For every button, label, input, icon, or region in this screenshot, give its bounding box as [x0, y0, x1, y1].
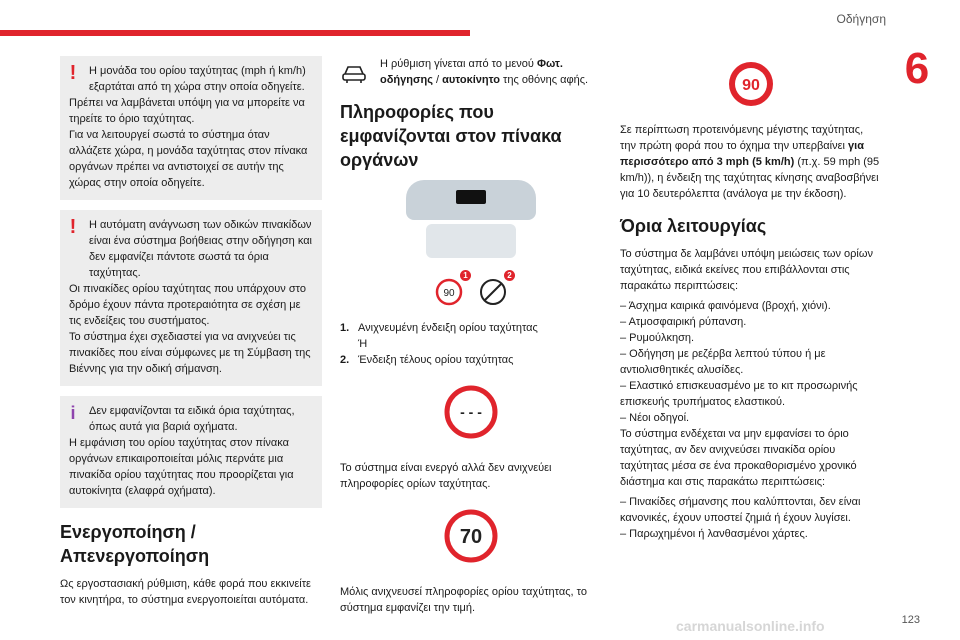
- limits-intro: Το σύστημα δε λαμβάνει υπόψη μειώσεις των ορίων ταχύτητας, ειδικά εκείνες που επιβάλλονται στις παρακάτω περιπτώσεις:: [620, 248, 873, 292]
- callout-badge-2: 2: [504, 270, 515, 281]
- info-text: Δεν εμφανίζονται τα ειδικά όρια ταχύτητας, όπως αυτά για βαριά οχήματα.: [89, 405, 295, 433]
- list-item: – Πινακίδες σήμανσης που καλύπτονται, δεν είναι κανονικές, έχουν υποστεί ζημιά ή έχουν λυγίσει.: [620, 496, 861, 524]
- column-2: [340, 56, 602, 620]
- sign-legend: [340, 320, 602, 368]
- legend-item: [340, 352, 602, 368]
- sign-70-value: 70: [459, 526, 483, 548]
- no-info-sign: [340, 384, 602, 440]
- legend-item: [340, 320, 602, 336]
- list-item: – Ελαστικό επισκευασμένο με το κιτ προσωρινής επισκευής τρυπήματος ελαστικού.: [620, 380, 858, 408]
- warning-text: Για να λειτουργεί σωστά το σύστημα όταν αλλάζετε χώρα, η μονάδα ταχύτητας στον πίνακα οργάνων πρέπει να αντιστοιχεί σε αυτήν της χώρας στην οποία οδηγείτε.: [69, 129, 308, 189]
- callout-badge-1: 1: [460, 270, 471, 281]
- overspeed-paragraph: [620, 122, 882, 202]
- warning-text: Η μονάδα του ορίου ταχύτητας (mph ή km/h) εξαρτάται από τη χώρα στην οποία οδηγείτε.: [89, 65, 306, 93]
- warning-text: Πρέπει να λαμβάνεται υπόψη για να μπορείτε να τηρείτε το όριο ταχύτητας.: [69, 97, 305, 125]
- list-item: – Ατμοσφαιρική ρύπανση.: [620, 316, 747, 328]
- column-3: [620, 56, 882, 542]
- list-item: – Ρυμούλκηση.: [620, 332, 695, 344]
- limit-90-sign: [620, 60, 882, 108]
- legend-or: Ή: [358, 338, 368, 350]
- speed-limit-sign-small: [435, 271, 468, 306]
- limits-list: [620, 298, 882, 426]
- legend-item: [340, 336, 602, 352]
- watermark: carmanualsonline.info: [676, 618, 825, 634]
- dashboard-illustration: [406, 180, 536, 260]
- list-item: – Οδήγηση με ρεζέρβα λεπτού τύπου ή με αντιολισθητικές αλυσίδες.: [620, 348, 826, 376]
- warning-icon: !: [69, 62, 77, 84]
- settings-submenu-name: αυτοκίνητο: [442, 74, 500, 86]
- warning-icon: !: [69, 216, 77, 238]
- dashboard-lower: [426, 224, 516, 258]
- overspeed-text: (π.χ. 59 mph (95 km/h)), η ένδειξη της ταχύτητας κίνησης αναβοσβήνει για 10 δευτερόλεπτα (ανάλογα με την έκδοση).: [620, 156, 880, 200]
- settings-text: Η ρύθμιση γίνεται από το μενού: [380, 58, 537, 70]
- settings-note: [340, 56, 602, 88]
- car-icon: [340, 58, 368, 86]
- settings-text: της οθόνης αφής.: [499, 74, 589, 86]
- legend-number: 1.: [340, 322, 350, 334]
- legend-text: Ανιχνευμένη ένδειξη ορίου ταχύτητας: [358, 322, 538, 334]
- speed-limit-icon: [435, 278, 463, 306]
- settings-separator: /: [432, 74, 443, 86]
- header-accent-bar: [0, 30, 470, 36]
- warning-text: Η αυτόματη ανάγνωση των οδικών πινακίδων είναι ένα σύστημα βοήθειας στην οδήγηση και δεν εμφανίζει πάντοτε σωστά τα όρια ταχύτητας.: [89, 219, 312, 279]
- legend-text: Ένδειξη τέλους ορίου ταχύτητας: [358, 354, 514, 366]
- warning-text: Το σύστημα έχει σχεδιαστεί για να ανιχνεύει τις πινακίδες που είναι σύμφωνες με τη Σύμβαση της Βιέννης για την οδική σήμανση.: [69, 331, 311, 375]
- limits-list-2: [620, 494, 882, 542]
- overspeed-text: Σε περίπτωση προτεινόμενης μέγιστης ταχύτητας, την πρώτη φορά που το όχημα την υπερβαίνει: [620, 124, 864, 152]
- sign-90-value: 90: [742, 77, 760, 94]
- page-number: 123: [901, 614, 920, 626]
- overspeed-threshold: για περισσότερο από 3 mph (5 km/h): [620, 140, 864, 168]
- end-limit-sign-small: [479, 271, 512, 306]
- info-box-special-limits: [60, 396, 322, 508]
- settings-menu-name: Φωτ. οδήγησης: [380, 58, 563, 86]
- no-limit-detected-icon: [443, 384, 499, 440]
- activation-paragraph: Ως εργοστασιακή ρύθμιση, κάθε φορά που εκκινείτε τον κινητήρα, το σύστημα ενεργοποιείται αυτόματα.: [60, 578, 311, 606]
- list-item: – Νέοι οδηγοί.: [620, 412, 690, 424]
- end-of-limit-icon: [479, 278, 507, 306]
- speed-limit-90-flashing-icon: [727, 60, 775, 108]
- detected-paragraph: Μόλις ανιχνευσεί πληροφορίες ορίου ταχύτητας, το σύστημα εμφανίζει την τιμή.: [340, 586, 587, 614]
- speed-limit-70-icon: [443, 508, 499, 564]
- section-heading-limits: Όρια λειτουργίας: [620, 216, 767, 236]
- section-heading-activation: Ενεργοποίηση / Απενεργοποίηση: [60, 522, 210, 566]
- sign-examples: [340, 272, 602, 312]
- info-text: Η εμφάνιση του ορίου ταχύτητας στον πίνακα οργάνων επικαιροποιείται μόλις περνάτε μια πινακίδα ορίου ταχύτητας που προορίζεται για αυτοκίνητα (ελαφρά οχήματα).: [69, 437, 294, 497]
- dash-text: - - -: [460, 404, 482, 420]
- list-item: – Άσχημα καιρικά φαινόμενα (βροχή, χιόνι).: [620, 300, 831, 312]
- small-sign-value: 90: [443, 288, 455, 299]
- limits-intro-2: Το σύστημα ενδέχεται να μην εμφανίσει το όριο ταχύτητας, αν δεν ανιχνεύσει πινακίδα ορίου ταχύτητας μέσα σε ένα προκαθορισμένο χρονικό διάστημα και στις παρακάτω περιπτώσεις:: [620, 428, 857, 488]
- warning-box-units: [60, 56, 322, 200]
- legend-number: 2.: [340, 354, 350, 366]
- limit-70-sign: [340, 508, 602, 564]
- no-info-paragraph: Το σύστημα είναι ενεργό αλλά δεν ανιχνεύει πληροφορίες ορίων ταχύτητας.: [340, 462, 552, 490]
- section-heading-instrument-panel: Πληροφορίες που εμφανίζονται στον πίνακα οργάνων: [340, 102, 562, 170]
- warning-box-reliability: [60, 210, 322, 386]
- warning-text: Οι πινακίδες ορίου ταχύτητας που υπάρχουν στο δρόμο έχουν πάντα προτεραιότητα σε σχέση με τις ενδείξεις του συστήματος.: [69, 283, 306, 327]
- header-title: Οδήγηση: [836, 12, 886, 26]
- list-item: – Παρωχημένοι ή λανθασμένοι χάρτες.: [620, 528, 808, 540]
- dashboard-screen: [456, 190, 486, 204]
- column-1: [60, 56, 322, 612]
- info-icon: i: [70, 403, 76, 423]
- chapter-number: 6: [904, 44, 930, 93]
